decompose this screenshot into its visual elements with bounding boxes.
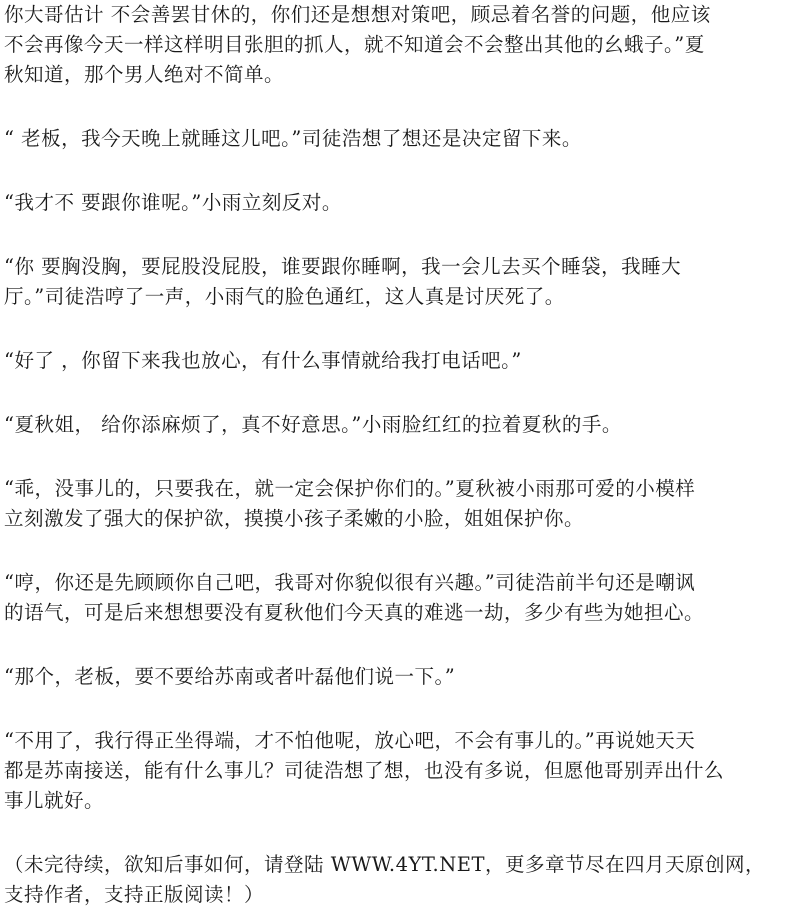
paragraph [4, 568, 796, 628]
text-line: “我才不 要跟你谁呢。”小雨立刻反对。 [4, 191, 342, 214]
paragraph-gap [4, 816, 796, 850]
paragraph-gap [4, 440, 796, 474]
paragraph-gap [4, 376, 796, 410]
text-line: 支持作者，支持正版阅读！） [4, 883, 265, 906]
paragraph-gap [4, 218, 796, 252]
text-line: “你 要胸没胸，要屁股没屁股，谁要跟你睡啊，我一会儿去买个睡袋，我睡大 [4, 255, 682, 278]
text-line: “那个，老板，要不要给苏南或者叶磊他们说一下。” [4, 665, 456, 688]
text-line: 的语气，可是后来想想要没有夏秋他们今天真的难逃一劫，多少有些为她担心。 [4, 601, 705, 624]
paragraph-gap [4, 154, 796, 188]
paragraph [4, 346, 796, 376]
text-line: 厅。”司徒浩哼了一声，小雨气的脸色通红，这人真是讨厌死了。 [4, 285, 565, 308]
text-line: “ 老板，我今天晚上就睡这儿吧。”司徒浩想了想还是决定留下来。 [4, 127, 582, 150]
text-line: “夏秋姐， 给你添麻烦了，真不好意思。”小雨脸红红的拉着夏秋的手。 [4, 413, 622, 436]
text-line: （未完待续，欲知后事如何，请登陆 WWW.4YT.NET，更多章节尽在四月天原创网， [4, 853, 766, 876]
text-line: 事儿就好。 [4, 789, 105, 812]
text-line: 都是苏南接送，能有什么事儿？司徒浩想了想，也没有多说，但愿他哥别弄出什么 [4, 759, 725, 782]
text-line: 立刻激发了强大的保护欲，摸摸小孩子柔嫩的小脸，姐姐保护你。 [4, 507, 585, 530]
paragraph [4, 410, 796, 440]
paragraph-gap [4, 534, 796, 568]
text-line: “哼，你还是先顾顾你自己吧，我哥对你貌似很有兴趣。”司徒浩前半句还是嘲讽 [4, 571, 696, 594]
paragraph [4, 850, 796, 910]
text-line: 你大哥估计 不会善罢甘休的，你们还是想想对策吧，顾忌着名誉的问题，他应该 [4, 3, 711, 26]
paragraph [4, 0, 796, 90]
text-line: “不用了，我行得正坐得端，才不怕他呢，放心吧，不会有事儿的。”再说她天天 [4, 729, 696, 752]
paragraph-gap [4, 692, 796, 726]
paragraph-gap [4, 312, 796, 346]
paragraph-gap [4, 628, 796, 662]
text-line: 不会再像今天一样这样明目张胆的抓人，就不知道会不会整出其他的幺蛾子。”夏 [4, 33, 705, 56]
paragraph [4, 474, 796, 534]
article-body [4, 0, 796, 910]
paragraph [4, 188, 796, 218]
paragraph [4, 124, 796, 154]
paragraph [4, 252, 796, 312]
paragraph-gap [4, 90, 796, 124]
text-line: “好了 ，你留下来我也放心，有什么事情就给我打电话吧。” [4, 349, 522, 372]
paragraph [4, 662, 796, 692]
text-line: “乖，没事儿的，只要我在，就一定会保护你们的。”夏秋被小雨那可爱的小模样 [4, 477, 696, 500]
paragraph [4, 726, 796, 816]
text-line: 秋知道，那个男人绝对不简单。 [4, 63, 285, 86]
